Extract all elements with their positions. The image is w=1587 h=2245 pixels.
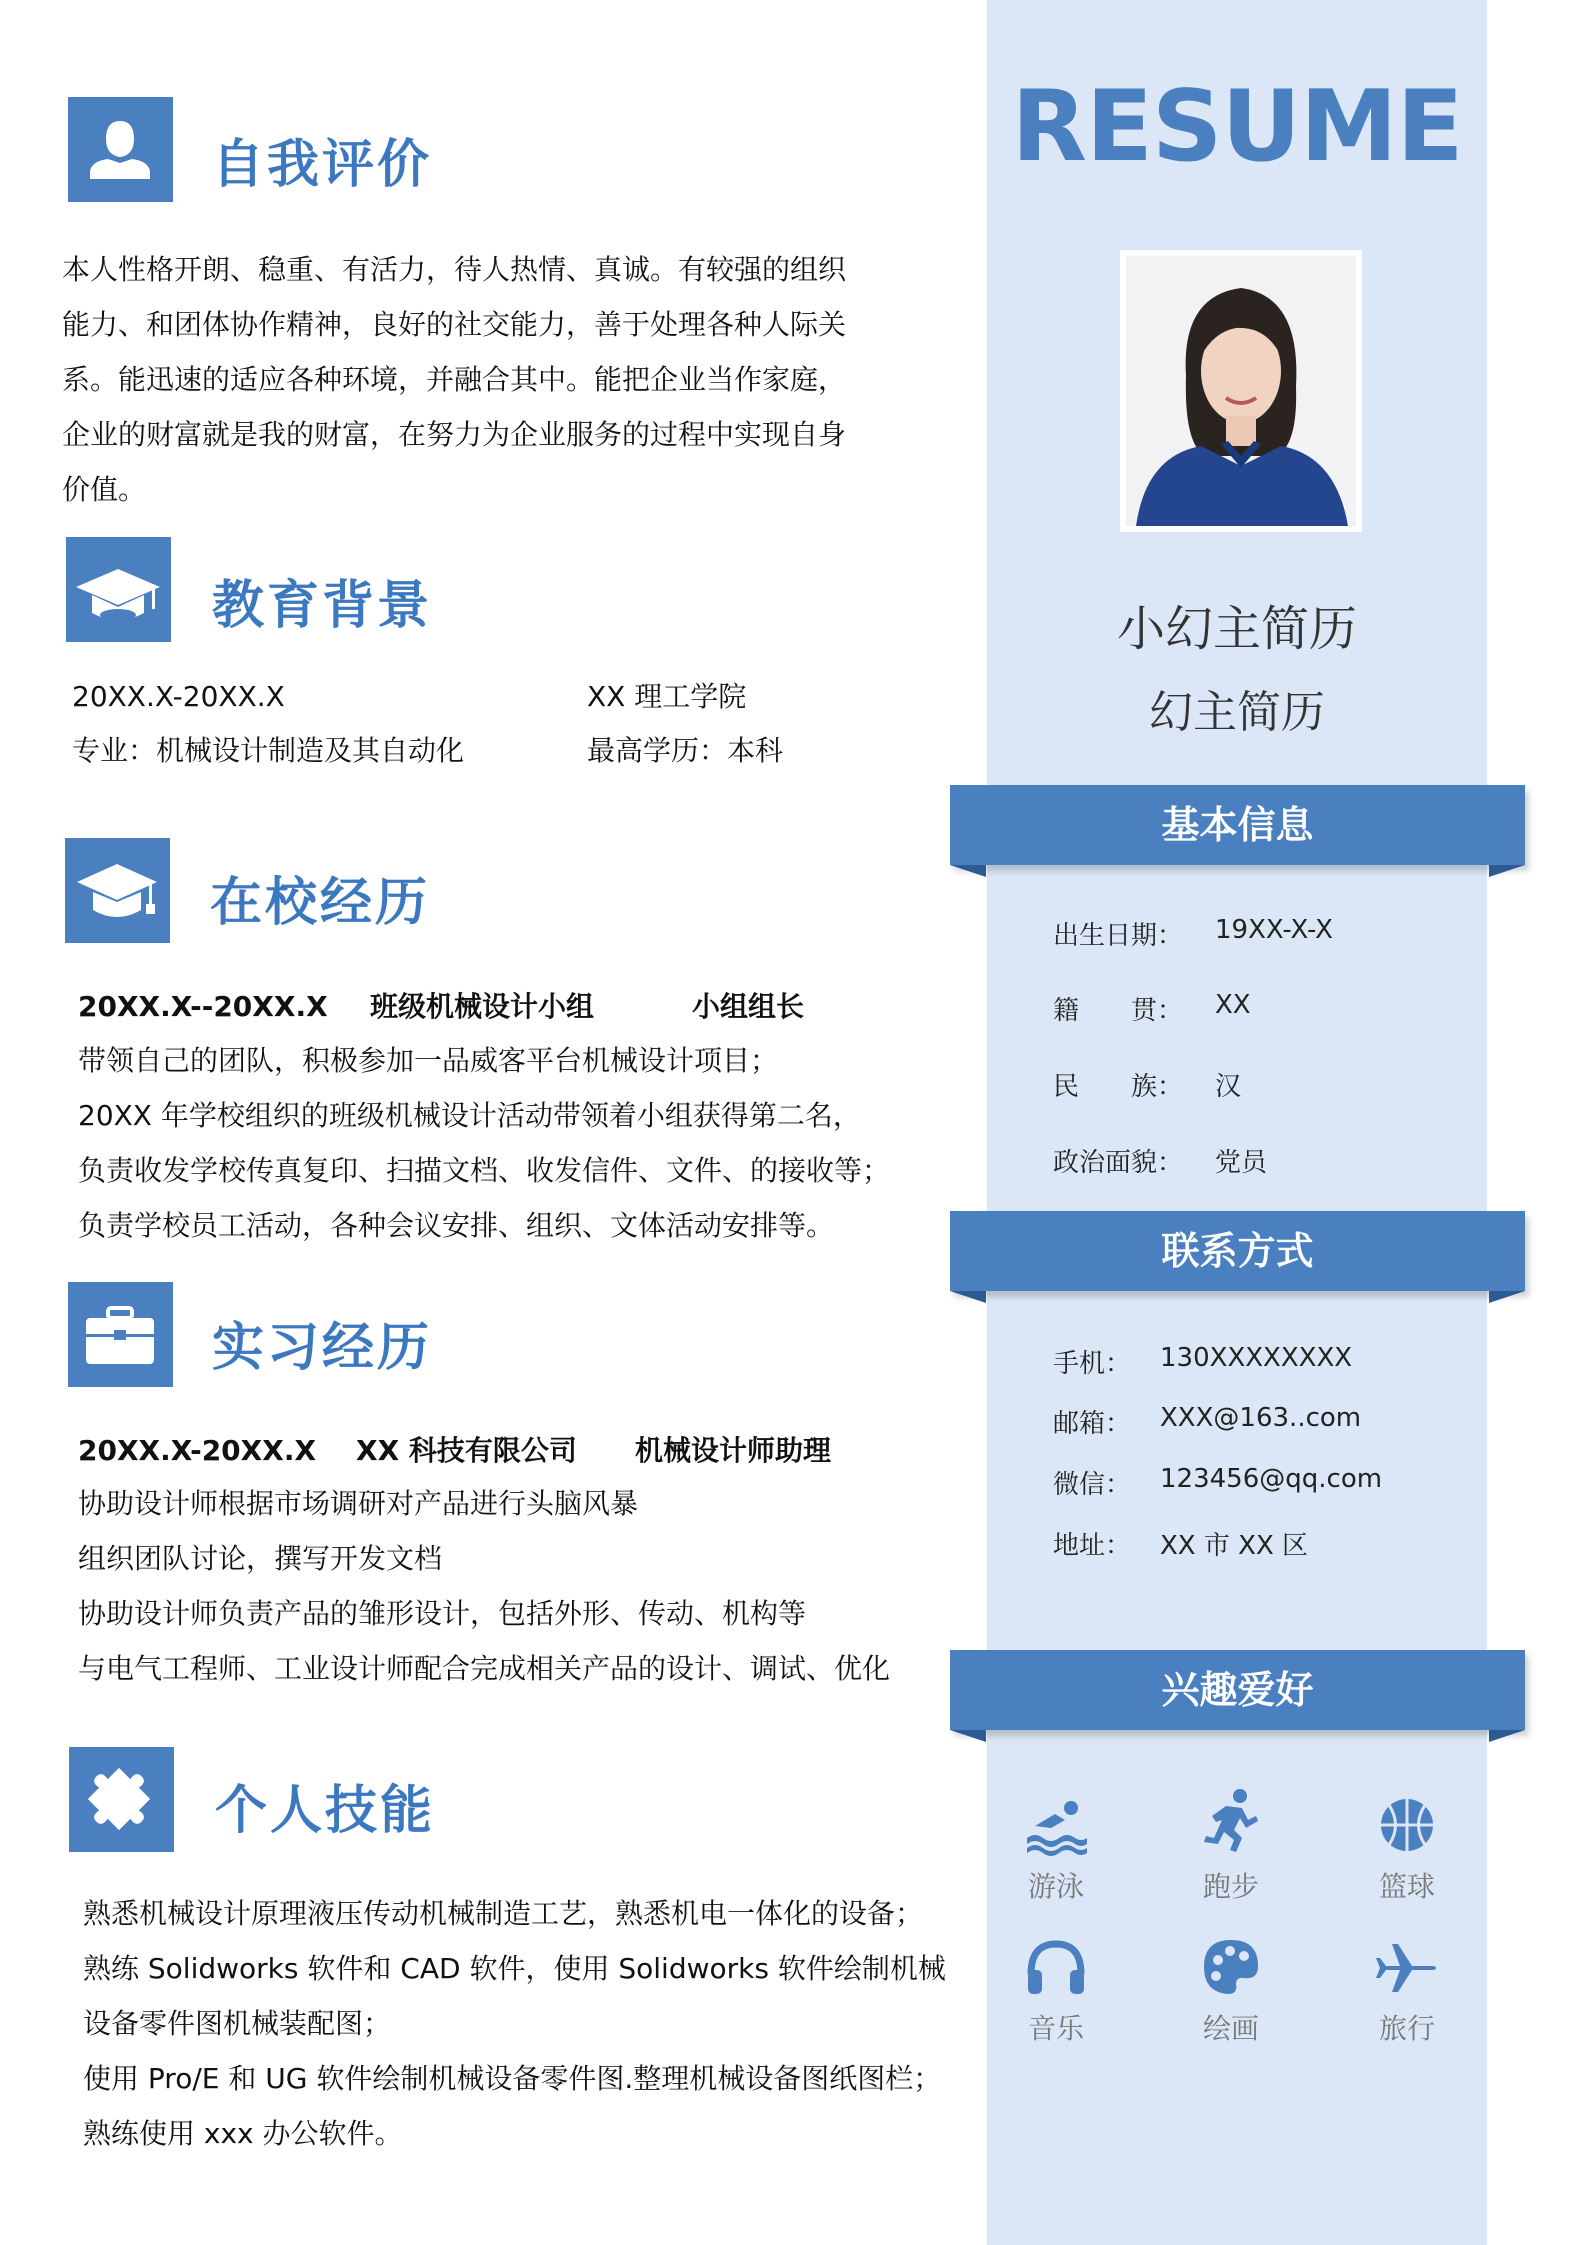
puzzle-icon xyxy=(69,1747,174,1852)
campus-text xyxy=(78,1033,890,1253)
section-title-education: 教育背景 xyxy=(212,576,433,636)
section-title-campus: 在校经历 xyxy=(210,873,431,933)
text-line: 协助设计师根据市场调研对产品进行头脑风暴 xyxy=(78,1487,639,1520)
banner-fold-left xyxy=(950,1730,986,1742)
person-icon xyxy=(68,97,173,202)
text-line: 使用 Pro/E 和 UG 软件绘制机械设备零件图.整理机械设备图纸图栏； xyxy=(83,2062,942,2095)
contact-label-wechat: 微信： xyxy=(1053,1470,1132,1500)
profile-photo xyxy=(1120,250,1362,532)
banner-contact xyxy=(950,1211,1525,1291)
mortarboard-icon xyxy=(65,838,170,943)
banner-hobbies xyxy=(950,1650,1525,1730)
self-eval-text xyxy=(62,242,846,517)
text-line: 组织团队讨论，撰写开发文档 xyxy=(78,1542,443,1575)
campus-period: 20XX.X--20XX.X xyxy=(78,990,328,1023)
banner-fold-right xyxy=(1489,865,1525,877)
education-major: 专业：机械设计制造及其自动化 xyxy=(72,734,465,767)
hobby-label-basketball: 篮球 xyxy=(1378,1870,1435,1903)
info-value-politics: 党员 xyxy=(1215,1148,1268,1178)
contact-value-wechat: 123456@qq.com xyxy=(1160,1464,1383,1494)
contact-label-phone: 手机： xyxy=(1053,1349,1132,1379)
hobby-label-running: 跑步 xyxy=(1202,1870,1259,1903)
info-value-birth: 19XX-X-X xyxy=(1215,915,1333,945)
banner-contact-title: 联系方式 xyxy=(1161,1229,1314,1273)
internship-period: 20XX.X-20XX.X xyxy=(78,1434,317,1467)
contact-value-phone: 130XXXXXXXX xyxy=(1160,1343,1353,1373)
palette-icon xyxy=(1196,1932,1266,2002)
text-line: 20XX 年学校组织的班级机械设计活动带领着小组获得第二名， xyxy=(78,1099,861,1132)
banner-hobbies-title: 兴趣爱好 xyxy=(1161,1668,1314,1712)
text-line: 协助设计师负责产品的雏形设计，包括外形、传动、机构等 xyxy=(78,1597,807,1630)
info-label-ethnicity: 民 族： xyxy=(1053,1072,1184,1102)
text-line: 本人性格开朗、稳重、有活力，待人热情、真诚。有较强的组织 xyxy=(62,253,847,286)
education-degree: 最高学历：本科 xyxy=(587,734,784,767)
campus-role: 小组组长 xyxy=(692,990,805,1023)
resume-name-subtitle xyxy=(987,676,1487,702)
text-line: 熟练 Solidworks 软件和 CAD 软件，使用 Solidworks 软件绘制机械 xyxy=(83,1952,946,1985)
banner-fold-left xyxy=(950,1291,986,1303)
info-label-birth: 出生日期： xyxy=(1053,921,1184,951)
text-line: 与电气工程师、工业设计师配合完成相关产品的设计、调试、优化 xyxy=(78,1652,891,1685)
banner-basic-info-title: 基本信息 xyxy=(1161,803,1314,847)
section-title-skills: 个人技能 xyxy=(215,1781,436,1841)
text-line: 设备零件图机械装配图； xyxy=(83,2007,392,2040)
swimming-icon xyxy=(1021,1790,1091,1860)
hobby-label-swimming: 游泳 xyxy=(1027,1870,1084,1903)
contact-label-email: 邮箱： xyxy=(1053,1409,1132,1439)
text-line: 负责收发学校传真复印、扫描文档、收发信件、文件、的接收等； xyxy=(78,1154,891,1187)
avatar-illustration xyxy=(1126,256,1356,526)
briefcase-icon xyxy=(68,1282,173,1387)
hobby-label-painting: 绘画 xyxy=(1202,2012,1259,2045)
internship-role: 机械设计师助理 xyxy=(635,1434,832,1467)
text-line: 价值。 xyxy=(62,473,147,506)
banner-basic-info xyxy=(950,785,1525,865)
contact-value-email: XXX@163..com xyxy=(1160,1403,1362,1433)
info-value-hometown: XX xyxy=(1215,990,1251,1020)
info-label-politics: 政治面貌： xyxy=(1053,1148,1184,1178)
hobby-label-music: 音乐 xyxy=(1027,2012,1084,2045)
text-line: 带领自己的团队，积极参加一品威客平台机械设计项目； xyxy=(78,1044,779,1077)
section-title-self-eval: 自我评价 xyxy=(212,135,433,195)
banner-fold-left xyxy=(950,865,986,877)
graduation-cap-icon xyxy=(66,537,171,642)
text-line: 企业的财富就是我的财富，在努力为企业服务的过程中实现自身 xyxy=(62,418,847,451)
resume-heading: RESUME xyxy=(1011,70,1463,184)
education-school: XX 理工学院 xyxy=(587,680,747,713)
skills-text xyxy=(83,1886,946,2161)
banner-fold-right xyxy=(1489,1291,1525,1303)
section-title-internship: 实习经历 xyxy=(212,1318,433,1378)
education-period: 20XX.X-20XX.X xyxy=(72,680,285,713)
campus-org: 班级机械设计小组 xyxy=(370,990,595,1023)
info-value-ethnicity: 汉 xyxy=(1215,1072,1242,1102)
running-icon xyxy=(1196,1786,1266,1856)
text-line: 熟练使用 xxx 办公软件。 xyxy=(83,2117,403,2150)
info-label-hometown: 籍 贯： xyxy=(1053,996,1184,1026)
resume-name: 小幻主简历 xyxy=(1116,601,1357,657)
banner-fold-right xyxy=(1489,1730,1525,1742)
headphones-icon xyxy=(1021,1932,1091,2002)
internship-company: XX 科技有限公司 xyxy=(356,1434,577,1467)
contact-label-address: 地址： xyxy=(1053,1531,1132,1561)
basketball-icon xyxy=(1372,1790,1442,1860)
contact-value-address: XX 市 XX 区 xyxy=(1160,1531,1309,1561)
text-line: 能力、和团体协作精神，良好的社交能力，善于处理各种人际关 xyxy=(62,308,847,341)
text-line: 负责学校员工活动，各种会议安排、组织、文体活动安排等。 xyxy=(78,1209,835,1242)
internship-text xyxy=(78,1476,890,1696)
text-line: 熟悉机械设计原理液压传动机械制造工艺，熟悉机电一体化的设备； xyxy=(83,1897,924,1930)
hobby-label-travel: 旅行 xyxy=(1378,2012,1435,2045)
airplane-icon xyxy=(1372,1932,1442,2002)
text-line: 系。能迅速的适应各种环境，并融合其中。能把企业当作家庭， xyxy=(62,363,847,396)
